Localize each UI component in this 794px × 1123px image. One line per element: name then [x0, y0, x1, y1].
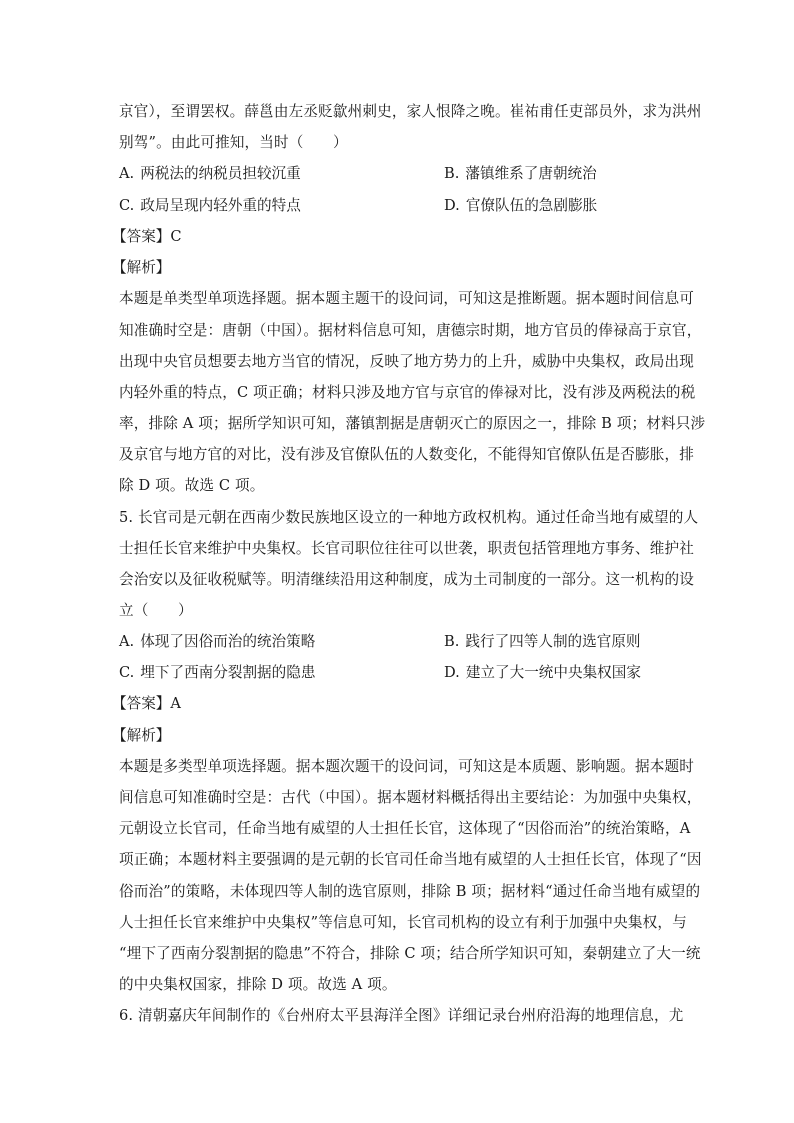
q4-analysis-line-4: 内轻外重的特点，C 项正确；材料只涉及地方官与京官的俸禄对比，没有涉及两税法的税 — [119, 384, 696, 401]
q4-analysis-line-5: 率，排除 A 项；据所学知识可知，藩镇割据是唐朝灭亡的原因之一，排除 B 项；材料只涉 — [119, 415, 706, 432]
q4-analysis-line-1: 本题是单类型单项选择题。据本题主题干的设问词，可知这是推断题。据本题时间信息可 — [119, 290, 695, 307]
q4-option-c — [119, 196, 301, 216]
q4-option-a — [119, 164, 301, 184]
q4-analysis-label: 【解析】 — [112, 259, 171, 276]
q4-option-a-text: 两税法的纳税员担较沉重 — [140, 165, 301, 182]
q5-option-d-text: 建立了大一统中央集权国家 — [465, 664, 641, 681]
q5-analysis-line-8: 的中央集权国家，排除 D 项。故选 A 项。 — [119, 976, 397, 993]
q5-stem-line-3: 会治安以及征收税赋等。明清继续沿用这种制度，成为土司制度的一部分。这一机构的设 — [119, 571, 695, 588]
q4-option-d-text: 官僚队伍的急剧膨胀 — [465, 197, 598, 214]
q5-analysis-label: 【解析】 — [112, 727, 171, 744]
q5-option-d-letter: D. — [444, 664, 460, 681]
q4-option-b-text: 藩镇维系了唐朝统治 — [465, 165, 597, 182]
q5-option-a-text: 体现了因俗而治的统治策略 — [140, 633, 316, 650]
q5-answer: 【答案】A — [112, 695, 181, 712]
q4-stem-line-2: 别驾”。由此可推知，当时（ ） — [119, 134, 348, 151]
q4-option-d — [444, 196, 597, 216]
q5-option-b-text: 践行了四等人制的选官原则 — [465, 633, 641, 650]
q5-analysis-line-1: 本题是多类型单项选择题。据本题次题干的设问词，可知这是本质题、影响题。据本题时 — [119, 758, 695, 775]
q5-option-c — [119, 663, 315, 683]
q5-analysis-line-6: 人士担任长官来维护中央集权”等信息可知，长官司机构的设立有利于加强中央集权，与 — [119, 914, 687, 931]
q4-answer: 【答案】C — [112, 228, 182, 245]
q5-stem-line-1: 5. 长官司是元朝在西南少数民族地区设立的一种地方政权机构。通过任命当地有威望的人 — [119, 509, 699, 526]
q5-option-c-text: 埋下了西南分裂割据的隐患 — [140, 664, 316, 681]
q4-option-b-letter: B. — [444, 165, 460, 182]
q5-option-d — [444, 663, 641, 683]
q5-stem-line-4: 立（ ） — [119, 602, 193, 619]
q5-analysis-line-5: 俗而治”的策略，未体现四等人制的选官原则，排除 B 项；据材料“通过任命当地有威望的 — [119, 883, 701, 900]
q4-analysis-line-2: 知准确时空是：唐朝（中国）。据材料信息可知，唐德宗时期，地方官员的俸禄高于京官， — [119, 322, 702, 339]
q5-analysis-line-2: 间信息可知准确时空是：古代（中国）。据本题材料概括得出主要结论：为加强中央集权， — [119, 789, 702, 806]
q4-analysis-line-6: 及京官与地方官的对比，没有涉及官僚队伍的人数变化，不能得知官僚队伍是否膨胀，排 — [119, 446, 695, 463]
q4-option-c-text: 政局呈现内轻外重的特点 — [140, 197, 301, 214]
q5-analysis-line-3: 元朝设立长官司，任命当地有威望的人士担任长官，这体现了“因俗而治”的统治策略，A — [119, 820, 691, 837]
q4-option-b — [444, 164, 597, 184]
q6-stem-line-1: 6. 清朝嘉庆年间制作的《台州府太平县海洋全图》详细记录台州府沿海的地理信息，尤 — [119, 1007, 684, 1024]
q4-option-c-letter: C. — [119, 197, 135, 214]
q4-analysis-line-7: 除 D 项。故选 C 项。 — [119, 477, 265, 494]
q5-analysis-line-4: 项正确；本题材料主要强调的是元朝的长官司任命当地有威望的人士担任长官，体现了“因 — [119, 851, 702, 868]
q5-option-b-letter: B. — [444, 633, 460, 650]
q4-stem-line-1: 京官），至谓罢权。薛邕由左丞贬歙州刺史，家人恨降之晚。崔祐甫任吏部员外，求为洪州 — [119, 103, 702, 120]
q5-option-c-letter: C. — [119, 664, 135, 681]
q5-option-a-letter: A. — [119, 633, 135, 650]
q4-analysis-line-3: 出现中央官员想要去地方当官的情况，反映了地方势力的上升，威胁中央集权，政局出现 — [119, 353, 695, 370]
q5-stem-line-2: 士担任长官来维护中央集权。长官司职位往往可以世袭，职责包括管理地方事务、维护社 — [119, 540, 695, 557]
q5-analysis-line-7: “埋下了西南分裂割据的隐患”不符合，排除 C 项；结合所学知识可知，秦朝建立了大一统 — [119, 945, 701, 962]
q5-option-b — [444, 632, 641, 652]
q4-option-a-letter: A. — [119, 165, 135, 182]
q5-option-a — [119, 632, 315, 652]
q4-option-d-letter: D. — [444, 197, 460, 214]
